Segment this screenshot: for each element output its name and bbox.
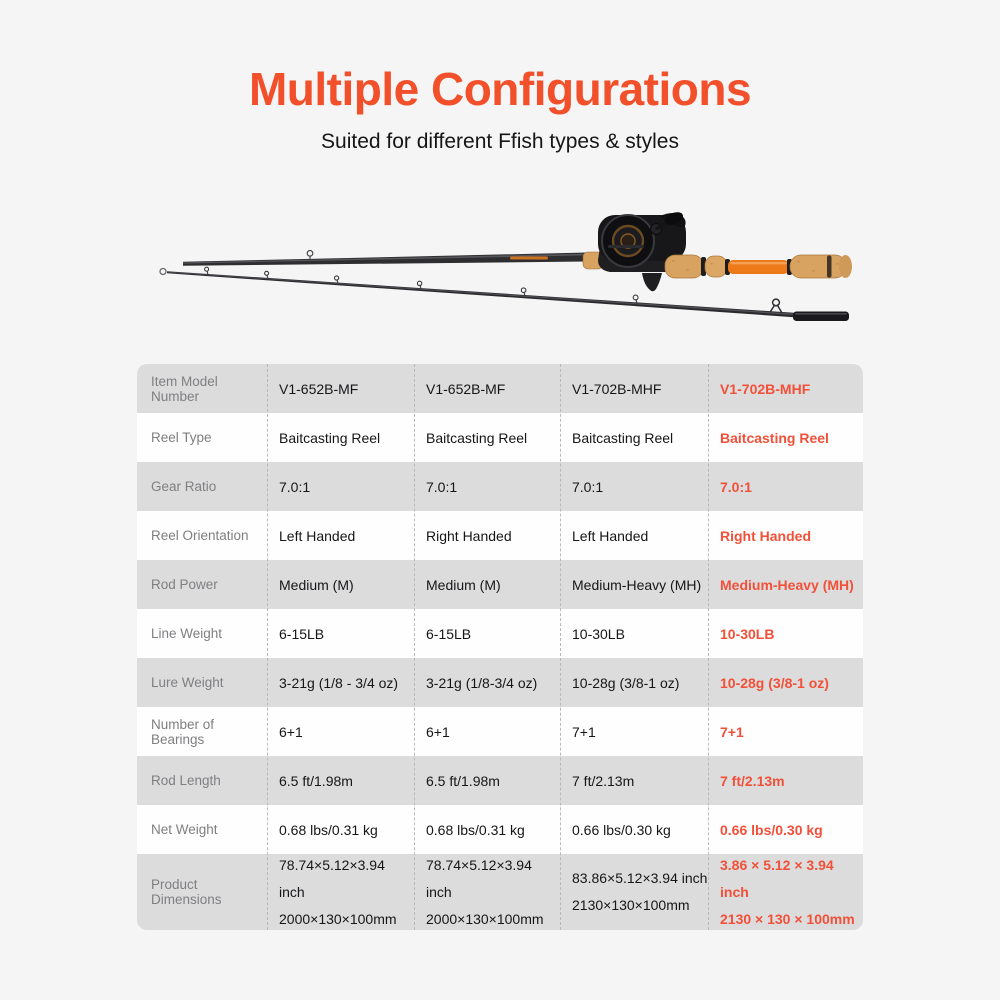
spec-value: 7 ft/2.13m [720,772,785,789]
spec-value: 7.0:1 [279,478,311,495]
spec-value: 7.0:1 [572,478,604,495]
spec-value: 6-15LB [426,625,472,642]
row-label: Reel Type [151,430,212,445]
table-row [137,756,863,805]
table-row [137,707,863,756]
spec-value: V1-702B-MHF [720,380,811,397]
spec-value: 6+1 [426,723,450,740]
spec-value: 3-21g (1/8-3/4 oz) [426,674,538,691]
row-label: Gear Ratio [151,479,217,494]
column-divider [414,364,415,930]
spec-value: 0.68 lbs/0.31 kg [279,821,378,838]
spec-value: 7+1 [720,723,744,740]
row-label: Number of Bearings [151,716,215,747]
spec-value: 10-30LB [720,625,775,642]
spec-value-line: 2000×130×100mm [426,910,544,927]
product-image [100,185,900,345]
row-label: Net Weight [151,822,218,837]
spec-value: 6.5 ft/1.98m [279,772,353,789]
spec-value: 3-21g (1/8 - 3/4 oz) [279,674,399,691]
table-row [137,609,863,658]
spec-value: Baitcasting Reel [426,429,528,446]
table-row [137,854,863,930]
row-label: Rod Power [151,577,218,592]
brand-marking [510,257,548,260]
spec-value-line: 3.86 × 5.12 × 3.94 inch [720,856,834,900]
spec-value: Left Handed [572,527,649,544]
spec-value: Medium (M) [279,576,354,593]
spec-value: V1-702B-MHF [572,380,662,397]
spec-value: Medium-Heavy (MH) [720,576,854,593]
spec-value: Left Handed [279,527,356,544]
row-label: Lure Weight [151,675,224,690]
page-subtitle: Suited for different Ffish types & styles [321,130,679,153]
spec-value: Medium-Heavy (MH) [572,576,702,593]
spec-value: Baitcasting Reel [572,429,674,446]
spec-value: Right Handed [720,527,811,544]
spec-value: 7.0:1 [720,478,752,495]
spec-value: Medium (M) [426,576,501,593]
spec-value [267,854,414,930]
cork-rear-grip [790,255,846,278]
table-row [137,413,863,462]
spec-value: V1-652B-MF [279,380,359,397]
spec-value [560,854,708,930]
column-divider [708,364,709,930]
row-label: Product Dimensions [151,877,222,907]
spec-value-line: 78.74×5.12×3.94 inch [426,856,532,900]
row-label: Item Model Number [151,373,218,404]
spec-value: 0.66 lbs/0.30 kg [572,821,671,838]
spec-value: 7+1 [572,723,596,740]
spec-value: V1-652B-MF [426,380,506,397]
rod-tip-section [160,267,849,321]
spec-value-line: 2000×130×100mm [279,910,397,927]
table-row [137,364,863,413]
table-row [137,658,863,707]
spec-value-line: 78.74×5.12×3.94 inch [279,856,385,900]
spec-value-line: 83.86×5.12×3.94 inch [572,870,708,886]
spec-value-line: 2130×130×100mm [572,897,690,913]
table-row [137,462,863,511]
spec-value: 0.66 lbs/0.30 kg [720,821,823,838]
column-divider [560,364,561,930]
spec-value: 7 ft/2.13m [572,772,635,789]
spec-value: Right Handed [426,527,512,544]
trigger-grip [642,273,662,291]
spec-value-line: 2130 × 130 × 100mm [720,910,855,927]
fishing-rod-combo-image [100,185,900,345]
spec-value: Baitcasting Reel [279,429,381,446]
spec-value [414,854,560,930]
row-label: Rod Length [151,773,221,788]
spec-value: 10-30LB [572,625,625,642]
spec-value: 0.68 lbs/0.31 kg [426,821,525,838]
table-row [137,805,863,854]
column-divider [267,364,268,930]
spec-value: 10-28g (3/8-1 oz) [720,674,829,691]
spec-value: 10-28g (3/8-1 oz) [572,674,680,691]
table-row [137,511,863,560]
spec-value: Baitcasting Reel [720,429,829,446]
row-label: Line Weight [151,626,223,641]
spec-value: 6+1 [279,723,303,740]
table-row [137,560,863,609]
spec-value: 7.0:1 [426,478,458,495]
row-label: Reel Orientation [151,528,249,543]
spec-value: 6-15LB [279,625,325,642]
page-title: Multiple Configurations [248,63,752,115]
spec-value [708,854,863,930]
spec-table [137,364,863,930]
spec-value: 6.5 ft/1.98m [426,772,500,789]
